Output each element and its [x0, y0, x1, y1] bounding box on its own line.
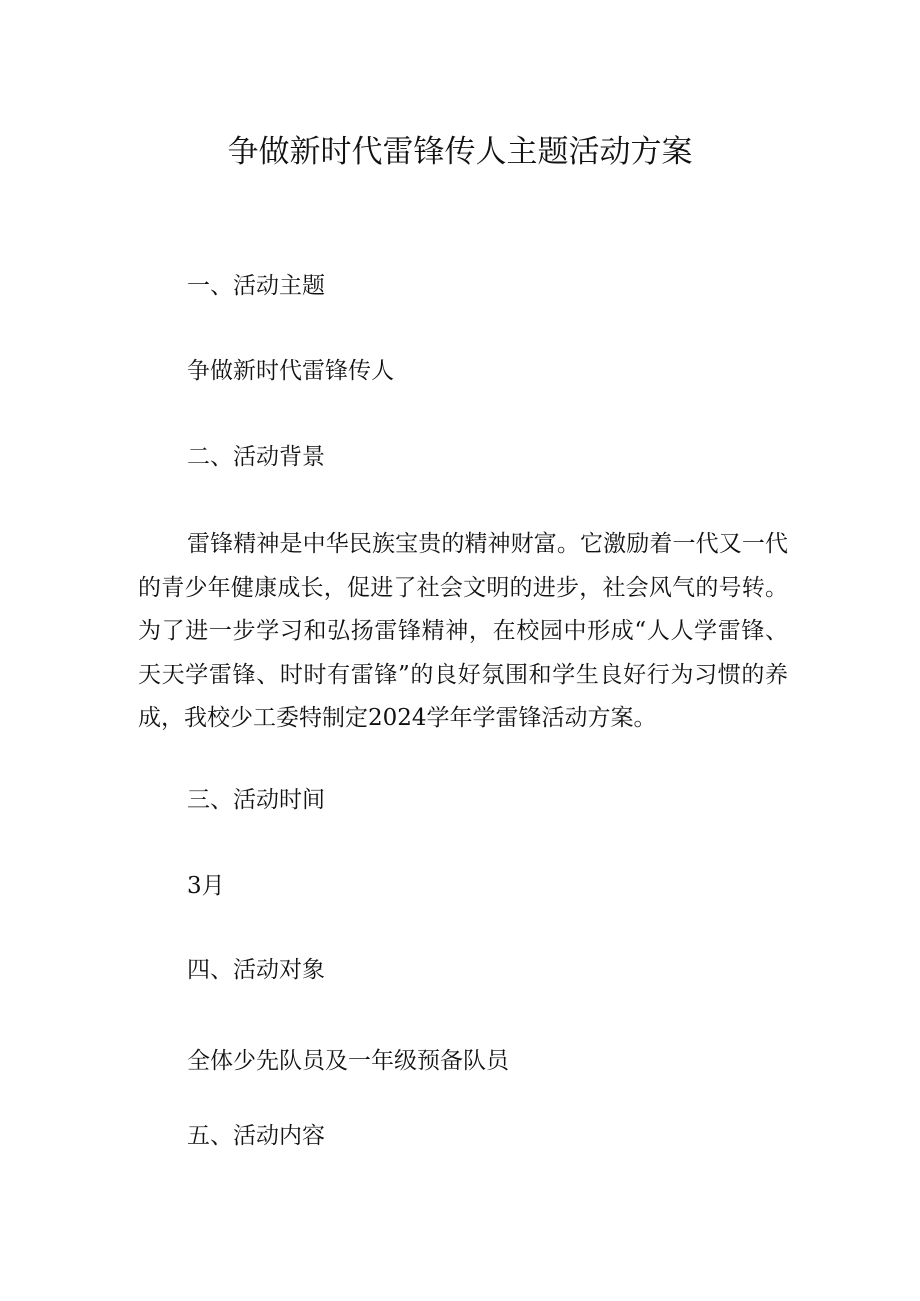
section-heading-theme: 一、活动主题 [187, 273, 325, 299]
section-content-audience: 全体少先队员及一年级预备队员 [187, 1048, 509, 1074]
section-content-time: 3月 [187, 873, 225, 899]
section-heading-content: 五、活动内容 [187, 1123, 325, 1149]
section-heading-background: 二、活动背景 [187, 444, 325, 470]
section-heading-time: 三、活动时间 [187, 787, 325, 813]
section-heading-audience: 四、活动对象 [187, 957, 325, 983]
document-title: 争做新时代雷锋传人主题活动方案 [227, 134, 693, 170]
section-content-theme: 争做新时代雷锋传人 [187, 358, 394, 384]
section-content-background: 雷锋精神是中华民族宝贵的精神财富。它激励着一代又一代的青少年健康成长，促进了社会文明的进步，社会风气的号转。为了进一步学习和弘扬雷锋精神，在校园中形成“人人学雷锋、天天学雷锋、时时有雷锋”的良好氛围和学生良好行为习惯的养成，我校少工委特制定2024学年学雷锋活动方案。 [138, 531, 788, 732]
